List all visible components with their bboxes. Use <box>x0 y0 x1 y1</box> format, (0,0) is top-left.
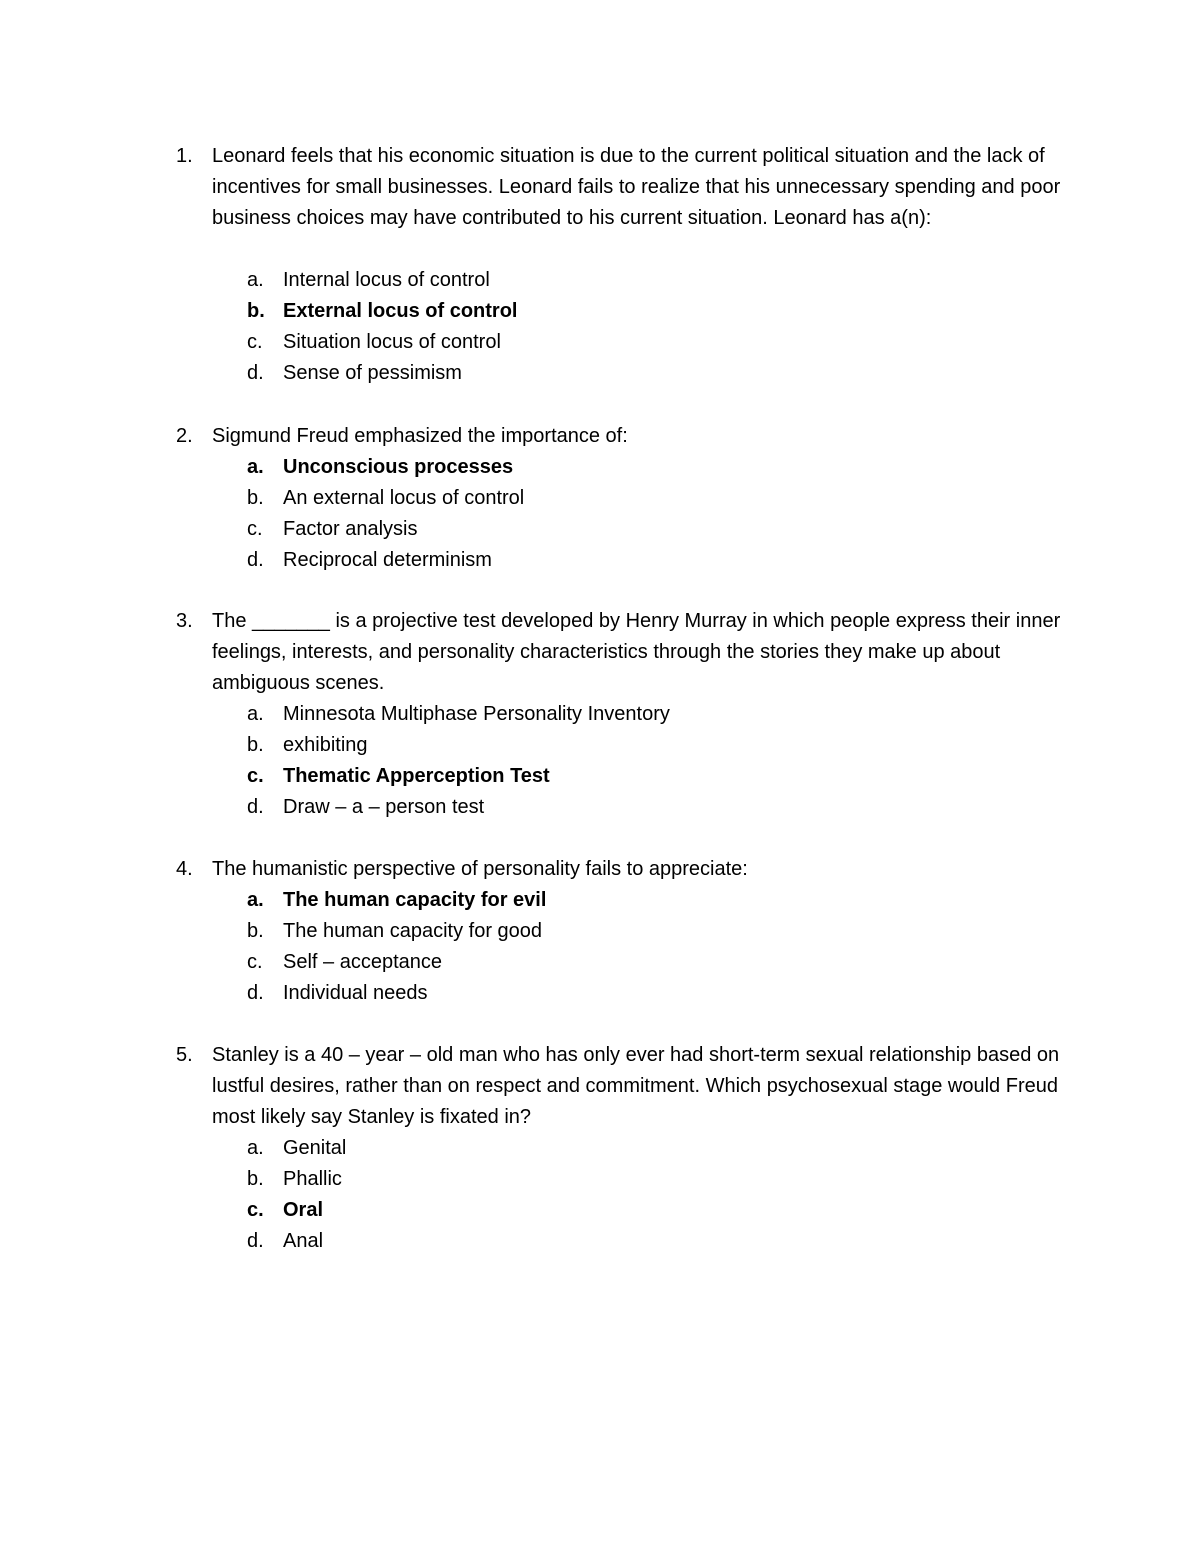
option-text: Oral <box>283 1199 324 1221</box>
option-letter: d. <box>247 1230 264 1252</box>
option-letter: d. <box>247 982 264 1004</box>
option-text: Internal locus of control <box>283 269 490 291</box>
option-text: Unconscious processes <box>283 456 514 478</box>
option-text: Self – acceptance <box>283 951 442 973</box>
question-stem <box>0 141 1200 265</box>
question-5 <box>0 1040 1200 1257</box>
option-text: Anal <box>283 1230 324 1252</box>
option-a <box>0 885 1200 916</box>
option-d <box>0 978 1200 1009</box>
option-d <box>0 358 1200 389</box>
question-2 <box>0 421 1200 576</box>
option-d <box>0 792 1200 823</box>
option-text: An external locus of control <box>283 487 525 509</box>
option-letter: a. <box>247 703 264 725</box>
question-number: 2. <box>176 425 193 447</box>
option-letter: d. <box>247 796 264 818</box>
question-text: The _______ is a projective test developed by Henry Murray in which people express their inner feelings, interests, and personality characteristics through the stories they make up about ambiguous scenes. <box>212 610 1061 694</box>
option-text: Situation locus of control <box>283 331 501 353</box>
question-text: Sigmund Freud emphasized the importance of: <box>212 425 628 447</box>
option-text: Genital <box>283 1137 347 1159</box>
option-c <box>0 947 1200 978</box>
option-letter: d. <box>247 549 264 571</box>
option-letter: b. <box>247 920 264 942</box>
option-a <box>0 452 1200 483</box>
option-letter: b. <box>247 300 265 322</box>
option-text: Individual needs <box>283 982 428 1004</box>
option-text: Sense of pessimism <box>283 362 462 384</box>
option-text: The human capacity for good <box>283 920 543 942</box>
question-text: Leonard feels that his economic situation is due to the current political situation and the lack of incentives for small businesses. Leonard fails to realize that his unnecessary spending and poor business choices may have contributed to his current situation. Leonard has a(n): <box>212 145 1061 229</box>
option-letter: a. <box>247 269 264 291</box>
option-b <box>0 916 1200 947</box>
option-letter: c. <box>247 331 263 353</box>
option-a <box>0 1133 1200 1164</box>
option-c <box>0 327 1200 358</box>
question-number: 3. <box>176 610 193 632</box>
option-text: Reciprocal determinism <box>283 549 492 571</box>
option-c <box>0 514 1200 545</box>
option-letter: c. <box>247 951 263 973</box>
option-letter: b. <box>247 487 264 509</box>
question-stem <box>0 854 1200 885</box>
option-a <box>0 699 1200 730</box>
option-d <box>0 545 1200 576</box>
question-stem <box>0 1040 1200 1133</box>
option-c <box>0 1195 1200 1226</box>
option-c <box>0 761 1200 792</box>
option-letter: a. <box>247 456 264 478</box>
option-d <box>0 1226 1200 1257</box>
question-number: 4. <box>176 858 193 880</box>
option-text: The human capacity for evil <box>283 889 547 911</box>
option-a <box>0 265 1200 296</box>
question-3 <box>0 606 1200 823</box>
option-letter: c. <box>247 765 264 787</box>
option-letter: a. <box>247 1137 264 1159</box>
option-letter: d. <box>247 362 264 384</box>
question-stem <box>0 421 1200 452</box>
option-b <box>0 483 1200 514</box>
option-text: External locus of control <box>283 300 518 322</box>
question-stem <box>0 606 1200 699</box>
question-1 <box>0 141 1200 389</box>
option-letter: b. <box>247 734 264 756</box>
option-text: Thematic Apperception Test <box>283 765 550 787</box>
option-letter: a. <box>247 889 264 911</box>
option-letter: c. <box>247 518 263 540</box>
option-letter: c. <box>247 1199 264 1221</box>
question-text: Stanley is a 40 – year – old man who has only ever had short-term sexual relationship based on lustful desires, rather than on respect and commitment. Which psychosexual stage would Freud most likely say Stanley is fixated in? <box>212 1044 1060 1128</box>
option-b <box>0 296 1200 327</box>
question-4 <box>0 854 1200 1009</box>
question-number: 1. <box>176 145 193 167</box>
option-letter: b. <box>247 1168 264 1190</box>
question-number: 5. <box>176 1044 193 1066</box>
option-b <box>0 730 1200 761</box>
option-text: Draw – a – person test <box>283 796 485 818</box>
option-text: Minnesota Multiphase Personality Inventory <box>283 703 670 725</box>
option-text: exhibiting <box>283 734 368 756</box>
option-b <box>0 1164 1200 1195</box>
question-text: The humanistic perspective of personality fails to appreciate: <box>212 858 748 880</box>
option-text: Factor analysis <box>283 518 418 540</box>
option-text: Phallic <box>283 1168 342 1190</box>
